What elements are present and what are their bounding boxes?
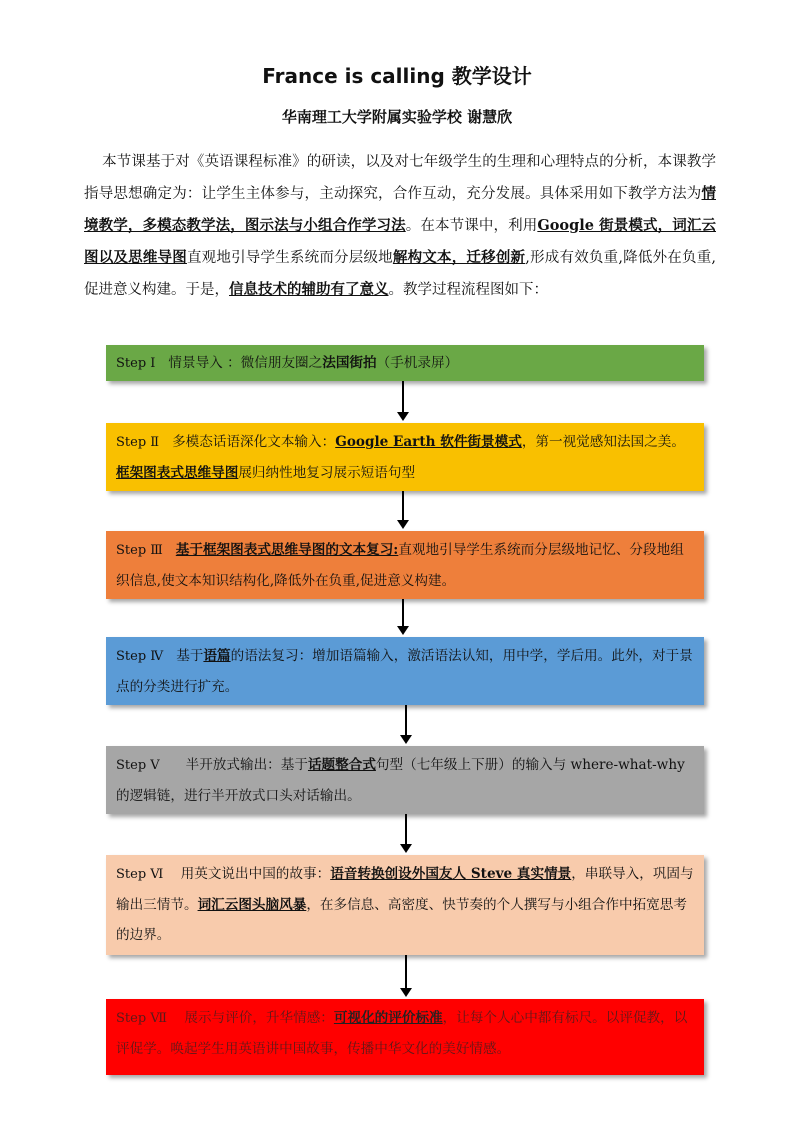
flow-step-7 [106, 999, 704, 1075]
step-highlight: 话题整合式 [307, 757, 376, 773]
step-highlight: 框架图表式思维导图 [116, 465, 239, 481]
intro-text-4: ,形成有效负重,降低外在负重,促进意义构建。于是， [84, 250, 717, 298]
step-text: ，在多信息、高密度、快节奏的个人撰写与小组合作中拓宽思考的边界。 [116, 897, 687, 943]
step-text: 基于 [176, 648, 204, 664]
intro-highlight-methods: 情境教学，多模态教学法，图示法与小组合作学习法 [84, 185, 716, 234]
step-text: 用英文说出中国的故事： [180, 866, 331, 882]
flow-step-2 [106, 423, 704, 491]
flow-step-1 [106, 345, 704, 381]
step-text: ，第一视觉感知法国之美。 [521, 434, 685, 450]
step-text: 半开放式输出：基于 [185, 757, 308, 773]
step-text: 多模态话语深化文本输入： [172, 434, 336, 450]
step-highlight: Google Earth 软件街景模式 [335, 434, 522, 450]
flow-arrow-1 [402, 381, 404, 419]
step-highlight: 词汇云图头脑风暴 [197, 897, 307, 913]
step-text: （手机录屏） [376, 355, 459, 371]
flow-arrow-5 [405, 814, 407, 851]
step-label: Step Ⅰ [116, 356, 156, 371]
flow-arrow-6 [405, 955, 407, 995]
intro-text-1: 本节课基于对《英语课程标准》的研读，以及对七年级学生的生理和心理特点的分析，本课教学指导思想确定为：让学生主体参与，主动探究，合作互动，充分发展。具体采用如下教学方法为 [84, 154, 716, 202]
flow-arrow-4 [405, 705, 407, 742]
intro-highlight-deconstruct: 解构文本，迁移创新 [392, 249, 526, 266]
intro-text-3: 直观地引导学生系统而分层级地 [186, 250, 393, 266]
step-label: Step Ⅱ [116, 435, 160, 450]
step-text: 直观地引导学生系统而分层级地记忆、分段地组织信息,使文本知识结构化,降低外在负重,促进意义构建。 [116, 542, 684, 589]
step-label: Step Ⅳ [116, 649, 164, 664]
step-highlight: 法国街拍 [322, 355, 377, 371]
intro-paragraph [84, 147, 716, 306]
flow-arrow-3 [402, 599, 404, 633]
step-text: ，让每个人心中都有标尺。以评促教，以评促学。唤起学生用英语讲中国故事，传播中华文化的美好情感。 [116, 1010, 688, 1057]
step-highlight: 语篇 [203, 648, 231, 664]
flow-step-5 [106, 746, 704, 814]
step-text: 展示与评价，升华情感： [184, 1010, 334, 1026]
step-text: 情景导入 ：微信朋友圈之 [168, 355, 323, 371]
document-title: France is calling 教学设计 [262, 64, 532, 88]
step-text: 句型（七年级上下册）的输入与 where-what-why 的逻辑链，进行半开放式口头对话输出。 [116, 757, 685, 804]
step-label: Step Ⅲ [116, 543, 163, 558]
intro-highlight-meaning: 信息技术的辅助有了意义 [229, 281, 389, 298]
step-label: Step Ⅴ [116, 758, 160, 773]
step-label: Step Ⅵ [116, 867, 164, 882]
step-text: 的语法复习：增加语篇输入，激活语法认知，用中学，学后用。此外，对于景点的分类进行扩充。 [116, 648, 693, 695]
intro-highlight-tools: Google 街景模式，词汇云图以及思维导图 [84, 217, 716, 266]
step-highlight: 基于框架图表式思维导图的文本复习: [175, 542, 399, 558]
step-text: 展归纳性地复习展示短语句型 [238, 465, 416, 481]
step-highlight: 语音转换创设外国友人 Steve 真实情景 [330, 866, 572, 882]
author-line: 华南理工大学附属实验学校 谢慧欣 [281, 108, 513, 126]
flow-step-6 [106, 855, 704, 955]
flow-step-3 [106, 531, 704, 599]
intro-text-5: 。教学过程流程图如下： [388, 282, 548, 298]
step-highlight: 可视化的评价标准 [333, 1010, 443, 1026]
intro-text-2: 。在本节课中，利用 [405, 218, 538, 234]
step-label: Step Ⅶ [116, 1011, 168, 1026]
flow-arrow-2 [402, 491, 404, 527]
step-text: ，串联导入，巩固与输出三情节。 [116, 866, 694, 913]
flow-step-4 [106, 637, 704, 705]
